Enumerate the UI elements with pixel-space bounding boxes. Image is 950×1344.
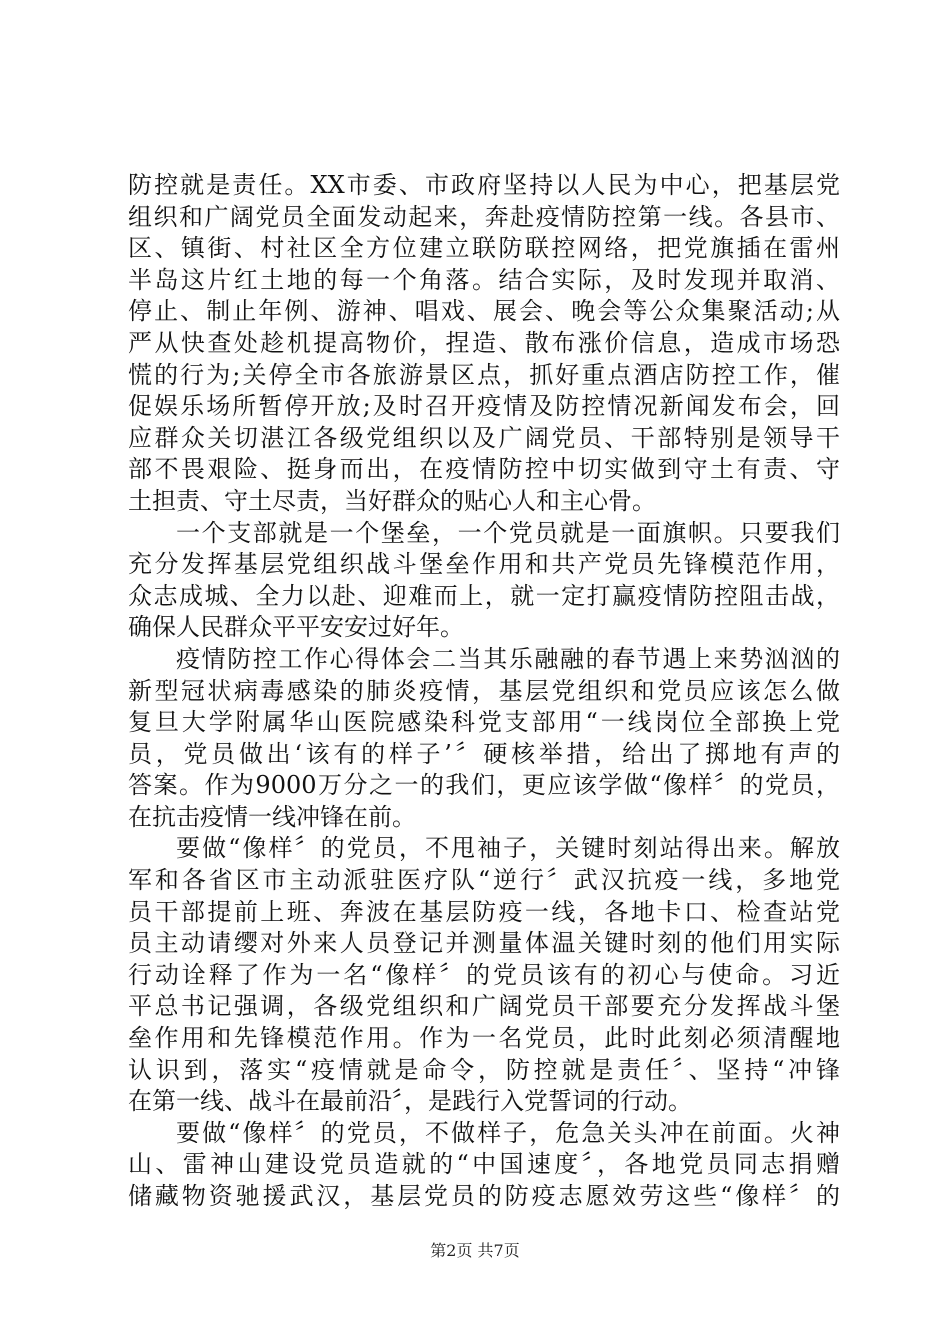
text-line: 新型冠状病毒感染的肺炎疫情，基层党组织和党员应该怎么做 — [128, 676, 840, 705]
text-line: 在抗击疫情一线冲锋在前。 — [128, 802, 416, 831]
text-line: 山、雷神山建设党员造就的“中国速度〞，各地党员同志捐赠 — [128, 1150, 840, 1179]
text-line: 停止、制止年例、游神、唱戏、展会、晚会等公众集聚活动;从 — [128, 297, 840, 326]
text-line: 防控就是责任。XX市委、市政府坚持以人民为中心，把基层党 — [128, 171, 840, 199]
text-line: 在第一线、战斗在最前沿〞，是践行入党誓词的行动。 — [128, 1087, 692, 1116]
page-number: 第2页 共7页 — [430, 1241, 520, 1260]
text-line: 疫情防控工作心得体会二当其乐融融的春节遇上来势汹汹的 — [176, 644, 840, 673]
text-line: 促娱乐场所暂停开放;及时召开疫情及防控情况新闻发布会，回 — [128, 392, 840, 421]
page-footer — [0, 1238, 950, 1261]
document-body — [128, 170, 840, 1213]
text-line: 行动诠释了作为一名“像样〞的党员该有的初心与使命。习近 — [128, 960, 840, 989]
text-line: 众志成城、全力以赴、迎难而上，就一定打赢疫情防控阻击战， — [128, 581, 840, 610]
text-line: 储藏物资驰援武汉，基层党员的防疫志愿效劳这些“像样〞的 — [128, 1182, 840, 1210]
text-line: 要做“像样〞的党员，不甩袖子，关键时刻站得出来。解放 — [176, 834, 840, 863]
text-line: 要做“像样〞的党员，不做样子，危急关头冲在前面。火神 — [176, 1118, 840, 1147]
text-line: 员干部提前上班、奔波在基层防疫一线，各地卡口、检查站党 — [128, 897, 840, 926]
text-line: 员，党员做出‘该有的样子’〞硬核举措，给出了掷地有声的 — [128, 739, 840, 768]
text-line: 确保人民群众平平安安过好年。 — [128, 613, 464, 642]
text-line: 平总书记强调，各级党组织和广阔党员干部要充分发挥战斗堡 — [128, 992, 840, 1021]
text-line: 认识到，落实“疫情就是命令，防控就是责任〞、坚持“冲锋 — [128, 1055, 840, 1084]
text-line: 一个支部就是一个堡垒，一个党员就是一面旗帜。只要我们 — [176, 518, 840, 547]
text-line: 组织和广阔党员全面发动起来，奔赴疫情防控第一线。各县市、 — [128, 202, 840, 231]
text-line: 部不畏艰险、挺身而出，在疫情防控中切实做到守土有责、守 — [128, 455, 840, 484]
text-line: 区、镇街、村社区全方位建立联防联控网络，把党旗插在雷州 — [128, 234, 840, 263]
text-line: 慌的行为;关停全市各旅游景区点，抓好重点酒店防控工作，催 — [128, 360, 840, 389]
text-line: 严从快查处趁机提高物价，捏造、散布涨价信息，造成市场恐 — [128, 328, 840, 357]
text-line: 土担责、守土尽责，当好群众的贴心人和主心骨。 — [128, 486, 656, 515]
text-line: 垒作用和先锋模范作用。作为一名党员，此时此刻必须清醒地 — [128, 1024, 840, 1053]
text-line: 军和各省区市主动派驻医疗队“逆行〞武汉抗疫一线，多地党 — [128, 866, 840, 895]
text-line: 应群众关切湛江各级党组织以及广阔党员、干部特别是领导干 — [128, 423, 840, 452]
text-line: 复旦大学附属华山医院感染科党支部用“一线岗位全部换上党 — [128, 708, 840, 737]
text-line: 答案。作为9000万分之一的我们，更应该学做“像样〞的党员， — [128, 771, 840, 800]
text-line: 充分发挥基层党组织战斗堡垒作用和共产党员先锋模范作用， — [128, 550, 840, 579]
text-line: 员主动请缨对外来人员登记并测量体温关键时刻的他们用实际 — [128, 929, 840, 958]
text-line: 半岛这片红土地的每一个角落。结合实际，及时发现并取消、 — [128, 265, 840, 294]
